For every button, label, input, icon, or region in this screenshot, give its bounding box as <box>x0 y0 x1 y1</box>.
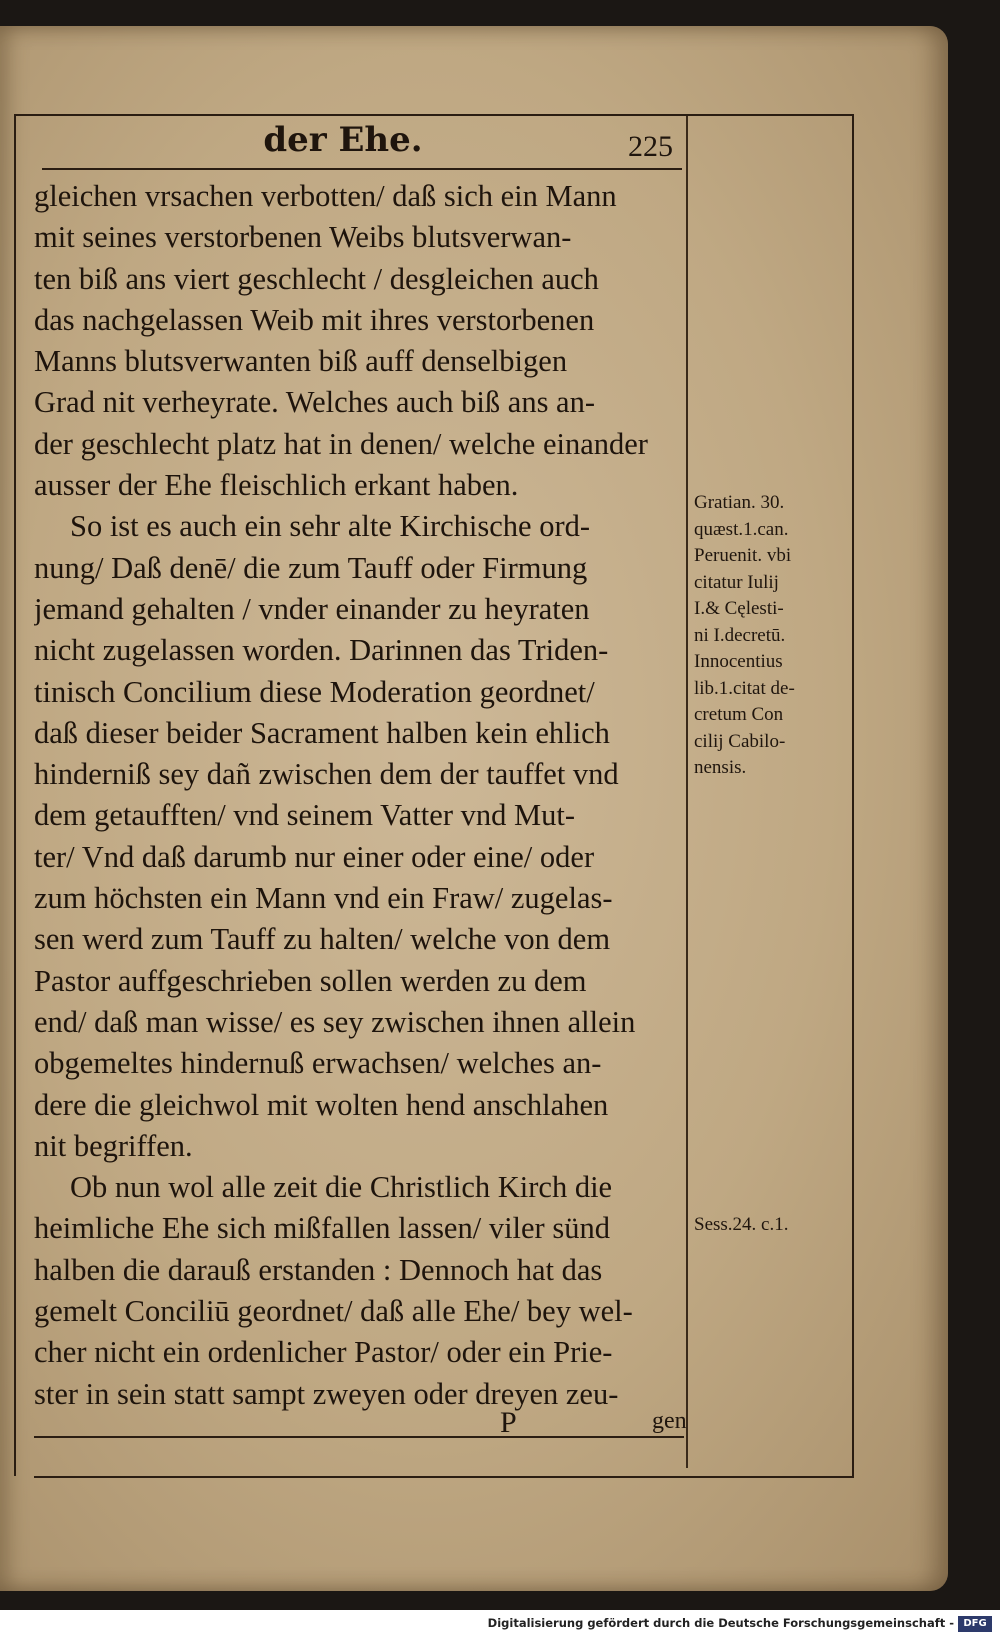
text-line: daß dieser beider Sacrament halben kein ehlich <box>34 715 610 750</box>
text-line: cher nicht ein ordenlicher Pastor/ oder ein Prie- <box>34 1335 613 1370</box>
text-line: jemand gehalten / vnder einander zu heyraten <box>34 591 590 626</box>
text-line: ten biß ans viert geschlecht / desgleichen auch <box>34 261 599 296</box>
footer-credit-bar <box>0 1612 1000 1637</box>
text-line: Manns blutsverwanten biß auff denselbigen <box>34 344 568 379</box>
catchword: gen <box>652 1408 687 1434</box>
book-page <box>0 26 948 1591</box>
text-line: heimliche Ehe sich mißfallen lassen/ viler sünd <box>34 1211 610 1246</box>
text-line: halben die darauß erstanden : Dennoch hat das <box>34 1252 603 1287</box>
page-number: 225 <box>628 130 673 163</box>
text-line: gemelt Conciliū geordnet/ daß alle Ehe/ bey wel- <box>34 1294 633 1329</box>
text-line: ausser der Ehe fleischlich erkant haben. <box>34 468 519 503</box>
frame-rule-right <box>852 114 854 1478</box>
margin-note-line: quæst.1.can. <box>694 518 789 540</box>
frame-rule-bottom <box>34 1476 852 1478</box>
margin-note-line: Gratian. 30. <box>694 492 785 513</box>
text-line: der geschlecht platz hat in denen/ welche einander <box>34 426 648 461</box>
running-head: der Ehe. <box>263 120 423 160</box>
margin-note-line: cretum Con <box>694 704 784 725</box>
margin-note-line: Peruenit. vbi <box>694 545 792 566</box>
text-line: ter/ Vnd daß darumb nur einer oder eine/ oder <box>34 839 595 874</box>
margin-note-line: cilij Cabilo- <box>694 730 786 752</box>
text-line: So ist es auch ein sehr alte Kirchische ord- <box>70 509 591 544</box>
footer-rule <box>34 1436 684 1438</box>
text-line: zum höchsten ein Mann vnd ein Fraw/ zugelas- <box>34 881 613 916</box>
margin-note-line: citatur Iulij <box>694 571 779 593</box>
text-line: nit begriffen. <box>34 1128 193 1163</box>
text-line: das nachgelassen Weib mit ihres verstorbenen <box>34 302 595 337</box>
margin-note-line: Sess.24. c.1. <box>694 1214 789 1235</box>
margin-note-gratian <box>694 490 846 782</box>
footer-credit-text: Digitalisierung gefördert durch die Deutsche Forschungsgemeinschaft - <box>487 1616 954 1630</box>
header-rule <box>42 168 682 170</box>
text-line: Ob nun wol alle zeit die Christlich Kirch die <box>70 1170 613 1205</box>
text-line: tinisch Concilium diese Moderation geordnet/ <box>34 674 595 709</box>
text-line: ster in sein statt sampt zweyen oder dreyen zeu- <box>34 1376 619 1411</box>
text-line: obgemeltes hindernuß erwachsen/ welches an- <box>34 1046 602 1081</box>
text-line: nicht zugelassen worden. Darinnen das Triden- <box>34 633 609 668</box>
margin-note-line: I.& Cęlesti- <box>694 598 784 619</box>
dfg-logo: DFG <box>958 1616 992 1632</box>
text-line: gleichen vrsachen verbotten/ daß sich ein Mann <box>34 179 617 213</box>
text-line: dere die gleichwol mit wolten hend anschlahen <box>34 1087 609 1122</box>
margin-note-line: ni I.decretū. <box>694 624 786 646</box>
margin-note-line: nensis. <box>694 757 747 778</box>
text-line: Grad nit verheyrate. Welches auch biß ans an- <box>34 385 596 420</box>
text-line: nung/ Daß denē/ die zum Tauff oder Firmung <box>34 550 588 585</box>
text-line: end/ daß man wisse/ es sey zwischen ihnen allein <box>34 1004 636 1039</box>
column-divider <box>686 116 688 1468</box>
signature-mark: P <box>500 1406 517 1439</box>
margin-note-sess <box>694 1212 846 1239</box>
frame-rule-left <box>14 114 16 1476</box>
text-line: Pastor auffgeschrieben sollen werden zu dem <box>34 963 587 998</box>
frame-rule-top <box>14 114 852 116</box>
text-line: sen werd zum Tauff zu halten/ welche von dem <box>34 922 611 957</box>
text-line: dem getaufften/ vnd seinem Vatter vnd Mut- <box>34 798 575 833</box>
margin-note-line: Innocentius <box>694 651 783 672</box>
text-line: mit seines verstorbenen Weibs blutsverwan- <box>34 220 572 255</box>
body-text <box>34 176 686 1415</box>
text-line: hinderniß sey dañ zwischen dem der tauffet vnd <box>34 757 619 792</box>
margin-note-line: lib.1.citat de- <box>694 677 795 699</box>
